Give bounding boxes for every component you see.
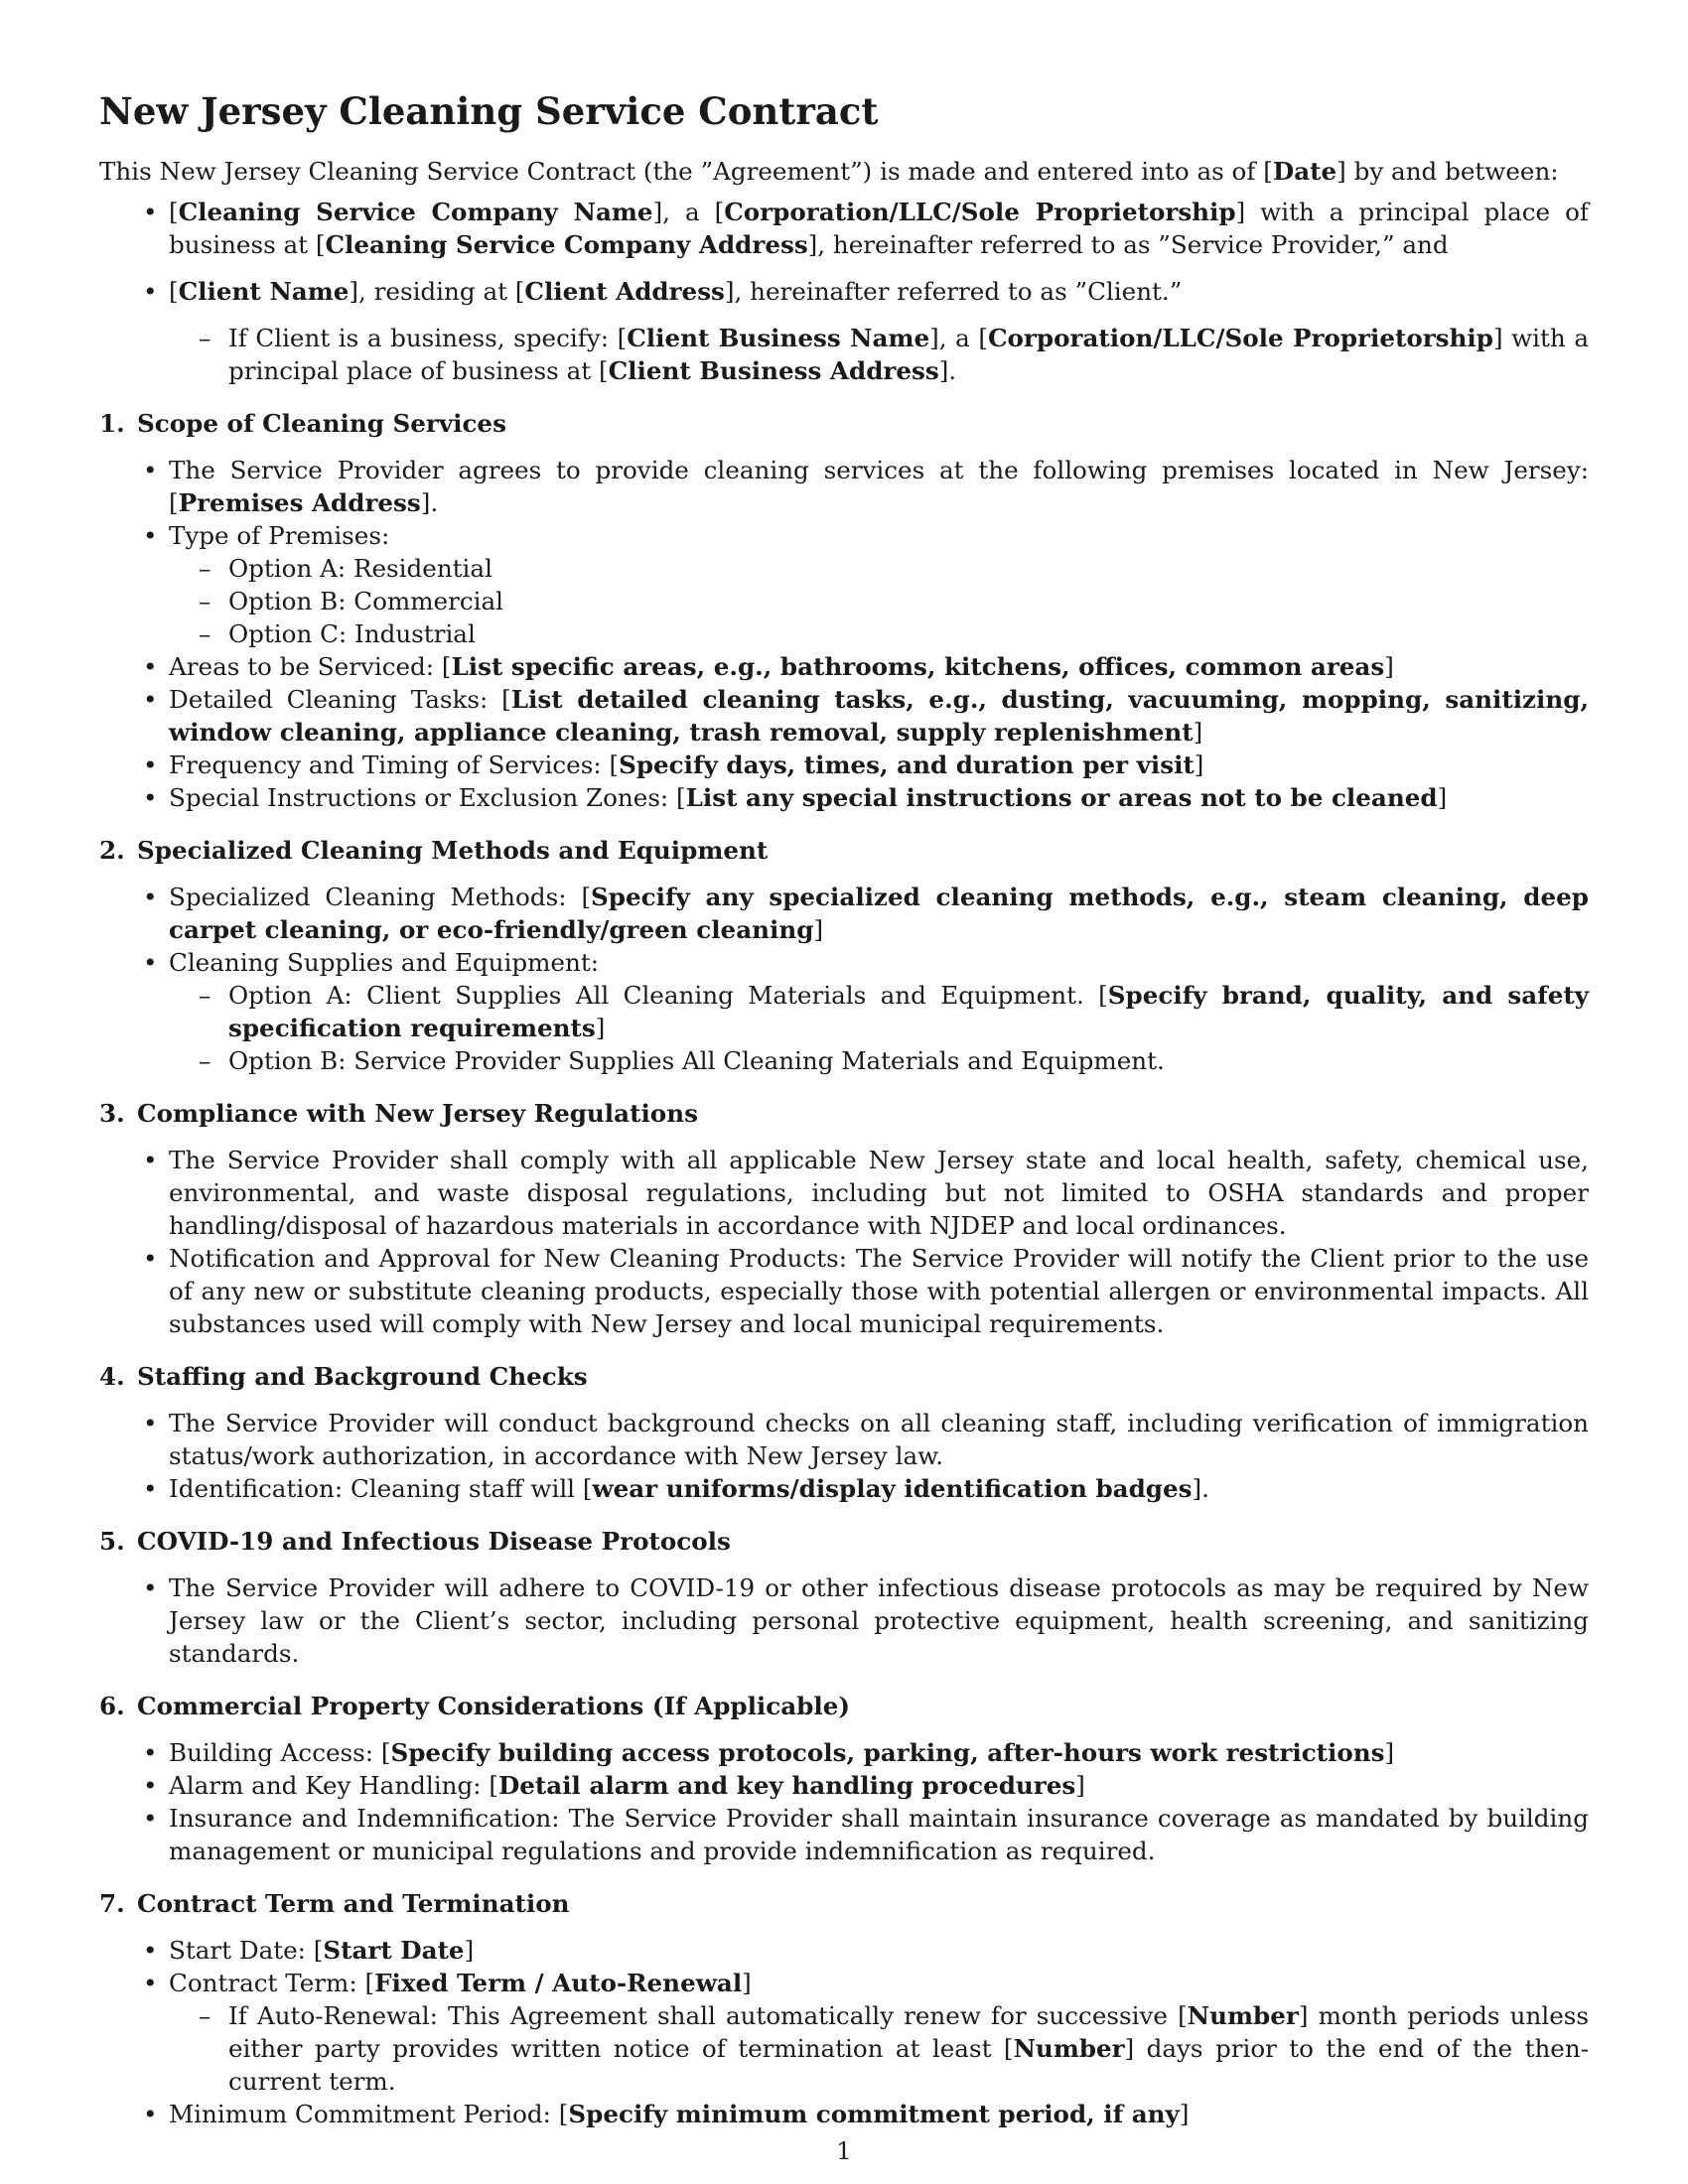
section-heading: 1. Scope of Cleaning Services (99, 409, 506, 438)
list-item: • Alarm and Key Handling: [Detail alarm and key handling procedures] (169, 1769, 1589, 1802)
option-item: – If Auto-Renewal: This Agreement shall automatically renew for successive [Number] month periods unless either party provides written notice of termination at least [Number] days prior to the end of the then-current term. (228, 1999, 1589, 2098)
list-item: • Start Date: [Start Date] (169, 1934, 1589, 1967)
section-list (99, 454, 1589, 814)
section-heading: 5. COVID-19 and Infectious Disease Protocols (99, 1527, 731, 1556)
party-client: • [Client Name], residing at [Client Address], hereinafter referred to as ”Client.” – If Client is a business, specify: [Client Business Name], a [Corporation/LLC/Sole Proprietorship] with a principal place of business at [Client Business Address]. (169, 275, 1589, 387)
party-service-provider: • [Cleaning Service Company Name], a [Corporation/LLC/Sole Proprietorship] with a principal place of business at [Cleaning Service Company Address], hereinafter referred to as ”Service Provider,” and (169, 196, 1589, 261)
section-list (99, 1736, 1589, 1867)
list-item: • Detailed Cleaning Tasks: [List detailed cleaning tasks, e.g., dusting, vacuuming, mopping, sanitizing, window cleaning, appliance cleaning, trash removal, supply replenishment] (169, 683, 1589, 749)
list-item: • The Service Provider will conduct background checks on all cleaning staff, including verification of immigration status/work authorization, in accordance with New Jersey law. (169, 1407, 1589, 1472)
list-item: • Frequency and Timing of Services: [Specify days, times, and duration per visit] (169, 749, 1589, 781)
renewal-sublist (169, 1999, 1589, 2098)
section-heading: 2. Specialized Cleaning Methods and Equipment (99, 836, 769, 865)
section-list (99, 1934, 1589, 2130)
document-page (99, 87, 1589, 2130)
section-term (99, 1887, 1589, 2130)
intro-paragraph: This New Jersey Cleaning Service Contract (the ”Agreement”) is made and entered into as of [Date] by and between: (99, 157, 1559, 186)
option-item: – Option A: Residential (228, 552, 1589, 585)
section-list (99, 1144, 1589, 1340)
list-item: • Contract Term: [Fixed Term / Auto-Renewal] – If Auto-Renewal: This Agreement shall automatically renew for successive [Number] month periods unless either party provides written notice of termination at least [Number] days prior to the end of the then-current term. (169, 1967, 1589, 2098)
list-item: • Notification and Approval for New Cleaning Products: The Service Provider will notify the Client prior to the use of any new or substitute cleaning products, especially those with potential allergen or environmental impacts. All substances used will comply with New Jersey and local municipal requirements. (169, 1242, 1589, 1340)
section-scope (99, 407, 1589, 814)
section-list (99, 1407, 1589, 1505)
section-heading: 4. Staffing and Background Checks (99, 1362, 588, 1391)
list-item: • The Service Provider will adhere to COVID-19 or other infectious disease protocols as may be required by New Jersey law or the Client’s sector, including personal protective equipment, health screening, and sanitizing standards. (169, 1571, 1589, 1670)
section-heading: 7. Contract Term and Termination (99, 1889, 570, 1918)
section-list (99, 1571, 1589, 1670)
option-item: – Option C: Industrial (228, 617, 1589, 650)
list-item: • Identification: Cleaning staff will [wear uniforms/display identification badges]. (169, 1472, 1589, 1505)
document-title: New Jersey Cleaning Service Contract (99, 89, 879, 133)
list-item: • Specialized Cleaning Methods: [Specify any specialized cleaning methods, e.g., steam cleaning, deep carpet cleaning, or eco-friendly/green cleaning] (169, 881, 1589, 946)
parties-list (99, 196, 1589, 387)
section-heading: 6. Commercial Property Considerations (If Applicable) (99, 1692, 851, 1720)
list-item: • Special Instructions or Exclusion Zones: [List any special instructions or areas not to be cleaned] (169, 781, 1589, 814)
section-specialized-methods (99, 834, 1589, 1077)
option-item: – Option B: Service Provider Supplies All Cleaning Materials and Equipment. (228, 1044, 1589, 1077)
supplies-options (169, 979, 1589, 1077)
list-item: • Type of Premises: – Option A: Residential – Option B: Commercial – Option C: Industrial (169, 519, 1589, 650)
client-business-sublist (169, 322, 1589, 387)
list-item: • Insurance and Indemnification: The Service Provider shall maintain insurance coverage as mandated by building management or municipal regulations and provide indemnification as required. (169, 1802, 1589, 1867)
section-compliance (99, 1097, 1589, 1340)
section-staffing (99, 1360, 1589, 1505)
section-heading: 3. Compliance with New Jersey Regulations (99, 1099, 698, 1128)
option-item: – Option A: Client Supplies All Cleaning Materials and Equipment. [Specify brand, quality, and safety specification requirements] (228, 979, 1589, 1044)
option-item: – Option B: Commercial (228, 585, 1589, 617)
list-item: • Minimum Commitment Period: [Specify minimum commitment period, if any] (169, 2098, 1589, 2130)
premises-options (169, 552, 1589, 650)
list-item: • The Service Provider agrees to provide cleaning services at the following premises located in New Jersey: [Premises Address]. (169, 454, 1589, 519)
section-commercial (99, 1690, 1589, 1867)
section-list (99, 881, 1589, 1077)
list-item: • Building Access: [Specify building access protocols, parking, after-hours work restrictions] (169, 1736, 1589, 1769)
page-number: 1 (836, 2136, 852, 2165)
section-covid (99, 1525, 1589, 1670)
list-item: • Cleaning Supplies and Equipment: – Option A: Client Supplies All Cleaning Materials and Equipment. [Specify brand, quality, and safety specification requirements] – Option B: Service Provider Supplies All Cleaning Materials and Equipment. (169, 946, 1589, 1077)
list-item: • Areas to be Serviced: [List specific areas, e.g., bathrooms, kitchens, offices, common areas] (169, 650, 1589, 683)
client-business-item: – If Client is a business, specify: [Client Business Name], a [Corporation/LLC/Sole Proprietorship] with a principal place of business at [Client Business Address]. (228, 322, 1589, 387)
list-item: • The Service Provider shall comply with all applicable New Jersey state and local health, safety, chemical use, environmental, and waste disposal regulations, including but not limited to OSHA standards and proper handling/disposal of hazardous materials in accordance with NJDEP and local ordinances. (169, 1144, 1589, 1242)
